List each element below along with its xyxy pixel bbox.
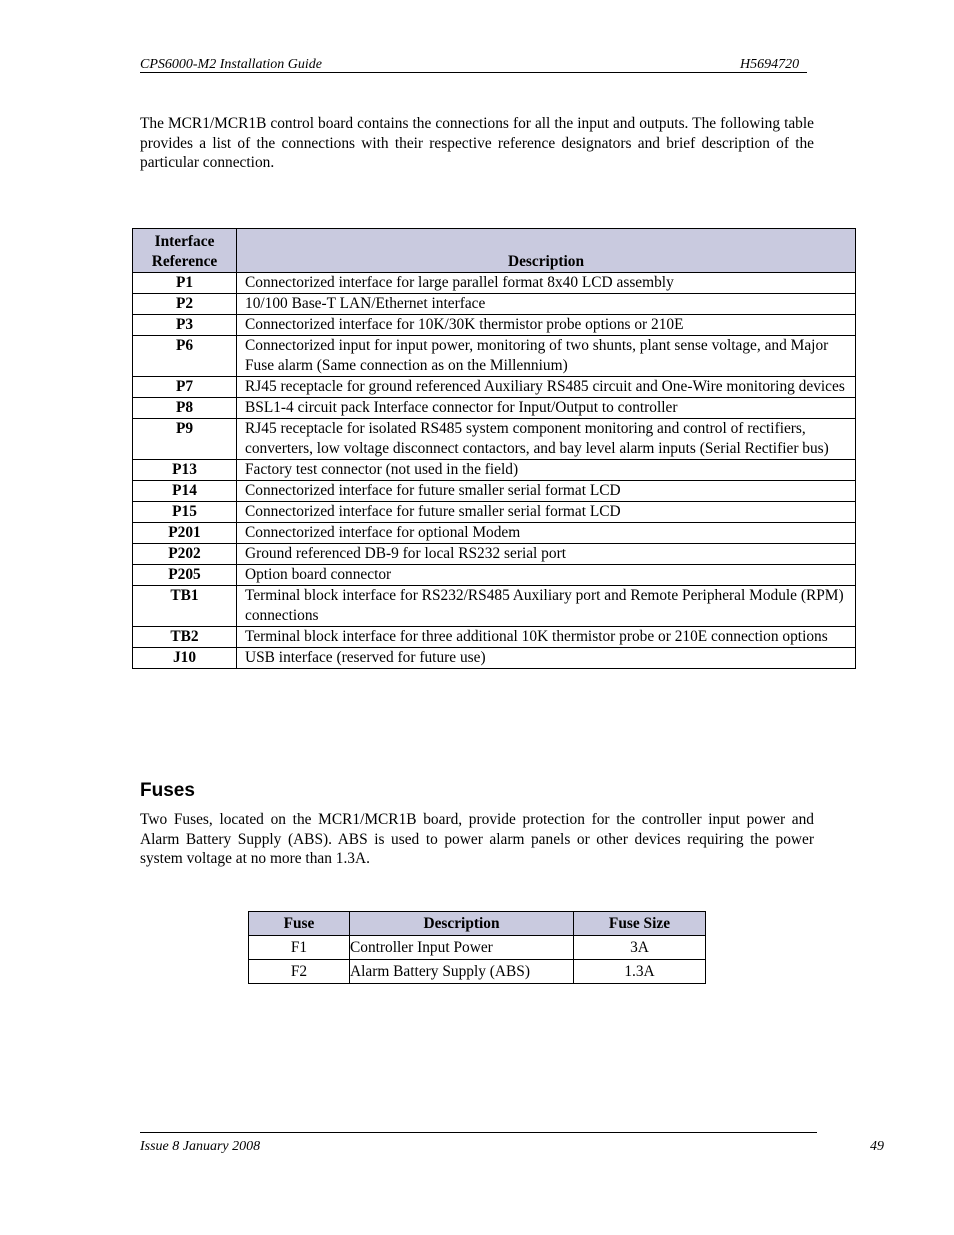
page-number: 49 bbox=[870, 1139, 884, 1154]
interface-description: Terminal block interface for three additional 10K thermistor probe or 210E connection options bbox=[237, 627, 856, 648]
interface-reference: P1 bbox=[133, 273, 237, 294]
interface-table-row bbox=[133, 502, 856, 523]
interface-reference: J10 bbox=[133, 648, 237, 669]
column-header-fuse-size: Fuse Size bbox=[574, 912, 706, 936]
fuse-id: F2 bbox=[249, 960, 350, 984]
interface-table-body bbox=[133, 273, 856, 669]
fuse-table-row bbox=[249, 960, 706, 984]
column-header-interface-reference bbox=[133, 229, 237, 273]
interface-reference: TB2 bbox=[133, 627, 237, 648]
fuses-heading: Fuses bbox=[140, 780, 195, 801]
column-header-fuse-description: Description bbox=[350, 912, 574, 936]
fuse-id: F1 bbox=[249, 936, 350, 960]
interface-description: Connectorized interface for future smaller serial format LCD bbox=[237, 502, 856, 523]
interface-description: Connectorized interface for large parallel format 8x40 LCD assembly bbox=[237, 273, 856, 294]
interface-description: 10/100 Base-T LAN/Ethernet interface bbox=[237, 294, 856, 315]
fuse-table-row bbox=[249, 936, 706, 960]
interface-reference: P9 bbox=[133, 419, 237, 460]
fuse-size: 3A bbox=[574, 936, 706, 960]
interface-table-row bbox=[133, 315, 856, 336]
fuse-table-header bbox=[249, 912, 706, 936]
fuse-table bbox=[248, 911, 706, 984]
interface-reference: P14 bbox=[133, 481, 237, 502]
interface-table-row bbox=[133, 398, 856, 419]
fuse-size: 1.3A bbox=[574, 960, 706, 984]
interface-table-row bbox=[133, 565, 856, 586]
fuse-description: Alarm Battery Supply (ABS) bbox=[350, 960, 574, 984]
interface-reference: P13 bbox=[133, 460, 237, 481]
header-title: CPS6000-M2 Installation Guide bbox=[140, 57, 322, 72]
interface-reference: TB1 bbox=[133, 586, 237, 627]
interface-table-row bbox=[133, 481, 856, 502]
interface-reference: P205 bbox=[133, 565, 237, 586]
interface-table-row bbox=[133, 419, 856, 460]
interface-description: Connectorized interface for future smaller serial format LCD bbox=[237, 481, 856, 502]
interface-description: Connectorized interface for 10K/30K thermistor probe options or 210E bbox=[237, 315, 856, 336]
interface-table-row bbox=[133, 648, 856, 669]
interface-description: Factory test connector (not used in the field) bbox=[237, 460, 856, 481]
interface-reference: P202 bbox=[133, 544, 237, 565]
interface-table-row bbox=[133, 294, 856, 315]
interface-description: RJ45 receptacle for ground referenced Auxiliary RS485 circuit and One-Wire monitoring devices bbox=[237, 377, 856, 398]
fuse-description: Controller Input Power bbox=[350, 936, 574, 960]
interface-table-row bbox=[133, 377, 856, 398]
interface-description: Connectorized interface for optional Modem bbox=[237, 523, 856, 544]
interface-table-row bbox=[133, 627, 856, 648]
interface-table-row bbox=[133, 523, 856, 544]
interface-description: Terminal block interface for RS232/RS485 Auxiliary port and Remote Peripheral Module (RPM) connections bbox=[237, 586, 856, 627]
column-header-description: Description bbox=[237, 229, 856, 273]
interface-table-row bbox=[133, 273, 856, 294]
interface-reference: P2 bbox=[133, 294, 237, 315]
column-header-fuse: Fuse bbox=[249, 912, 350, 936]
interface-reference: P15 bbox=[133, 502, 237, 523]
interface-table-header bbox=[133, 229, 856, 273]
intro-paragraph: The MCR1/MCR1B control board contains the connections for all the input and outputs. The following table provides a list of the connections with their respective reference designators and brief description of the particular connection. bbox=[140, 115, 814, 171]
footer-rule bbox=[140, 1132, 817, 1133]
interface-table-row bbox=[133, 460, 856, 481]
interface-reference: P6 bbox=[133, 336, 237, 377]
column-header-ref-line1: Interface bbox=[154, 233, 215, 250]
column-header-ref-line2: Reference bbox=[151, 253, 218, 270]
interface-table-row bbox=[133, 544, 856, 565]
interface-table-row bbox=[133, 336, 856, 377]
interface-description: USB interface (reserved for future use) bbox=[237, 648, 856, 669]
interface-reference: P201 bbox=[133, 523, 237, 544]
footer-issue: Issue 8 January 2008 bbox=[140, 1139, 261, 1154]
interface-description: Option board connector bbox=[237, 565, 856, 586]
interface-description: RJ45 receptacle for isolated RS485 system component monitoring and control of rectifiers, converters, low voltage disconnect contactors, and bay level alarm inputs (Serial Rectifier bus) bbox=[237, 419, 856, 460]
interface-description: Ground referenced DB-9 for local RS232 serial port bbox=[237, 544, 856, 565]
interface-description: Connectorized input for input power, monitoring of two shunts, plant sense voltage, and Major Fuse alarm (Same connection as on the Millennium) bbox=[237, 336, 856, 377]
interface-reference: P8 bbox=[133, 398, 237, 419]
interface-table bbox=[132, 228, 856, 669]
header-doc-number: H5694720 bbox=[740, 57, 800, 72]
interface-reference: P3 bbox=[133, 315, 237, 336]
fuses-paragraph: Two Fuses, located on the MCR1/MCR1B board, provide protection for the controller input power and Alarm Battery Supply (ABS). ABS is used to power alarm panels or other devices requiring the power system voltage at no more than 1.3A. bbox=[140, 811, 814, 867]
interface-table-row bbox=[133, 586, 856, 627]
interface-description: BSL1-4 circuit pack Interface connector for Input/Output to controller bbox=[237, 398, 856, 419]
interface-reference: P7 bbox=[133, 377, 237, 398]
header-rule bbox=[140, 72, 807, 73]
